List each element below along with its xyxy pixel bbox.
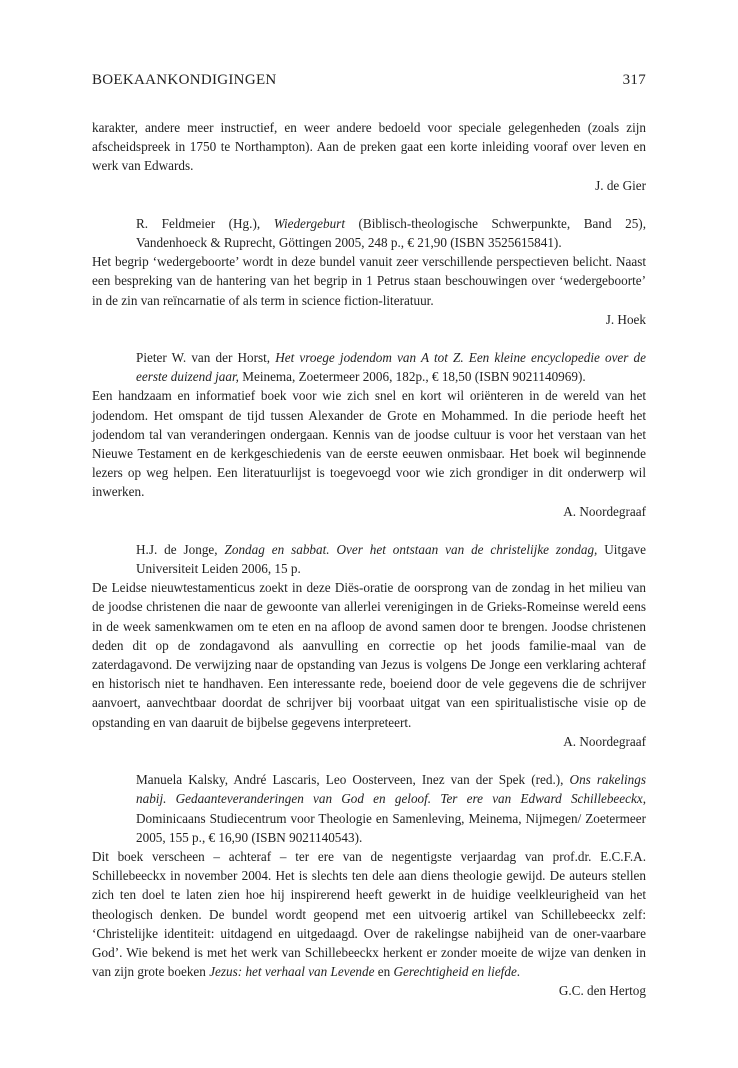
book-announcements-page [92, 72, 646, 1001]
book-title: Ons rakelings nabij. Gedaanteveranderingen van God en geloof. Ter ere van Edward Schillebeeckx [136, 772, 646, 807]
review-entry [92, 214, 646, 329]
book-title: Zondag en sabbat. Over het ontstaan van de christelijke zondag, [224, 541, 598, 557]
reviewer-signature: G.C. den Hertog [558, 983, 646, 999]
cited-title: Gerechtigheid en liefde [393, 964, 517, 980]
publication-details: , Dominicaans Studiecentrum voor Theologie en Samenleving, Meinema, Nijmegen/ Zoetermeer 2005, 155 p., € 16,90 (ISBN 9021140543). [136, 791, 646, 845]
review-entry [92, 770, 646, 1000]
review-text: en [374, 964, 394, 980]
publication-details: Meinema, Zoetermeer 2006, 182p., € 18,50 (ISBN 9021140969). [238, 369, 586, 385]
review-body: karakter, andere meer instructief, en weer andere bedoeld voor speciale gelegenheden (zoals zijn afscheidspreek in 1750 te Northampton). Aan de preken gaat een korte inleiding vooraf over leven en werk van Edwards. [92, 120, 646, 174]
page-number: 317 [622, 72, 646, 88]
book-title: Het vroege jodendom van A tot Z. Een kleine encyclopedie over de eerste duizend jaar, [136, 350, 646, 385]
review-entry [92, 540, 646, 751]
reviewer-signature: J. Hoek [605, 311, 646, 327]
reviewer-signature: A. Noordegraaf [563, 733, 646, 749]
review-body: Een handzaam en informatief boek voor wie zich snel en kort wil oriënteren in de wereld van het jodendom. Het omspant de tijd tussen Alexander de Grote en Mohammed. In die periode heeft het jodendom tal van veranderingen ondergaan. Kennis van de joodse cultuur is voor het verstaan van het Nieuwe Testament en de kerkgeschiedenis van de eerste eeuwen onmisbaar. Het boek wil beginnende lezers op weg helpen. Een literatuurlijst is toegevoegd voor wie zich grondiger in dit onderwerp wil inwerken. [92, 388, 646, 500]
content [92, 118, 646, 1001]
publication-details: Uitgave Universiteit Leiden 2006, 15 p. [136, 541, 647, 577]
reference-authors: R. Feldmeier (Hg.), [136, 215, 274, 231]
reference-authors: Pieter W. van der Horst, [136, 350, 276, 366]
publication-details: (Biblisch-theologische Schwerpunkte, Band 25), Vandenhoeck & Ruprecht, Göttingen 2005, 248 p., € 21,90 (ISBN 3525615841). [136, 215, 646, 251]
reference-authors: H.J. de Jonge, [136, 541, 225, 557]
reviewer-signature: A. Noordegraaf [563, 503, 646, 519]
cited-title: Jezus: het verhaal van Levende [209, 964, 375, 980]
reference-authors: Manuela Kalsky, André Lascaris, Leo Oosterveen, Inez van der Spek (red.), [136, 772, 570, 788]
review-text: . [516, 964, 521, 980]
book-reference [92, 348, 646, 386]
running-header [92, 72, 646, 94]
review-body: Het begrip ‘wedergeboorte’ wordt in deze bundel vanuit zeer verschillende perspectieven belicht. Naast een bespreking van de hantering van het begrip in 1 Petrus staan beschouwingen over ‘wedergeboorte’ in de zin van reïncarnatie of als term in science fiction-literatuur. [92, 254, 646, 308]
review-body [92, 847, 646, 981]
review-text: Dit boek verscheen – achteraf – ter ere van de negentigste verjaardag van prof.dr. E.C.F.A. Schillebeeckx in november 2004. Het is slechts ten dele aan diens theologie gewijd. De auteurs stellen zich ten doel te laten zien hoe hij inspirerend heeft gewerkt in de huidige veelkleurigheid van het theologisch denken. De bundel wordt geopend met een uitvoerig artikel van Schillebeeckx zelf: ‘Christelijke identiteit: uitdagend en uitgedaagd. Over de rakelingse nabijheid van de oner-vaarbare God’. Wie bekend is met het werk van Schillebeeckx herkent er zonder moeite de wijze van denken in van zijn grote boeken [92, 848, 646, 980]
book-reference [92, 770, 646, 847]
book-reference [92, 214, 646, 252]
book-reference [92, 540, 646, 578]
continued-review [92, 118, 646, 195]
book-title: Wiedergeburt [273, 215, 345, 231]
review-entry [92, 348, 646, 521]
review-body: De Leidse nieuwtestamenticus zoekt in deze Diës-oratie de oorsprong van de zondag in het milieu van de joodse christenen die naar de gewoonte van allerlei verenigingen in de Grieks-Romeinse wereld eens in de week samenkwamen om te eten en na afloop de avond samen door te brengen. Joodse christenen deden dit op de zondagavond als aanvulling en correctie op het joods familie-maal van de zaterdagavond. De verwijzing naar de opstanding van Jezus is volgens De Jonge een verklaring achteraf en historisch niet te handhaven. Een interessante rede, boeiend door de vele gegevens die de schrijver aanvoert, aanvechtbaar doordat de schrijver bij voorbaat uitgat van een spiritualistische visie op de opstanding en van daaruit de bijbelse gegevens interpreteert. [92, 580, 646, 730]
reviewer-signature: J. de Gier [595, 177, 646, 193]
section-title: BOEKAANKONDIGINGEN [92, 72, 277, 88]
